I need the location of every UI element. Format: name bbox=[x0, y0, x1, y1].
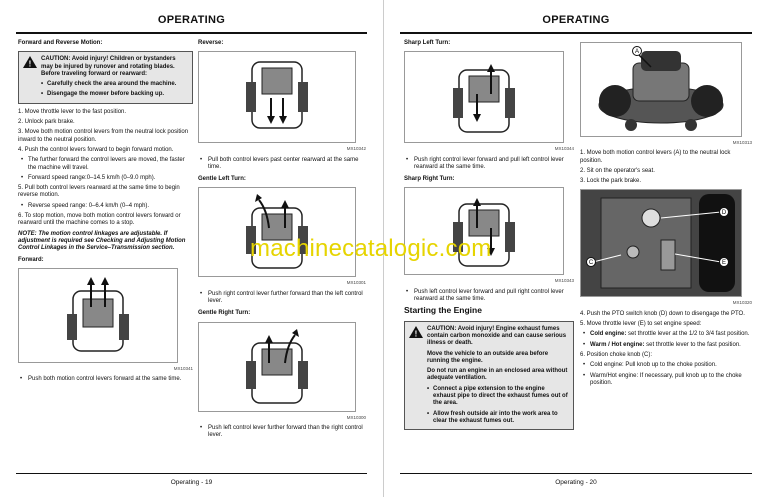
figure-caption: MX10341 bbox=[173, 365, 193, 371]
page-header bbox=[16, 6, 367, 34]
figure-description: • Push right control lever forward and pull left control lever rearward at the same time. bbox=[404, 157, 574, 172]
caution-box bbox=[18, 51, 193, 103]
sub-item-text: set throttle lever at the 1/2 to 3/4 fast position. bbox=[626, 331, 750, 338]
mower-top-view-illustration bbox=[405, 52, 563, 142]
header-rule bbox=[16, 32, 367, 34]
sharp-left-heading: Sharp Left Turn: bbox=[404, 40, 451, 46]
page-title: OPERATING bbox=[542, 14, 610, 26]
caution-item: • Connect a pipe extension to the engine exhaust pipe to direct the exhaust fumes out of the area. bbox=[409, 386, 569, 408]
sub-item bbox=[580, 331, 752, 338]
figure-caption: MX10343 bbox=[554, 278, 574, 284]
section-heading: Starting the Engine bbox=[404, 305, 482, 316]
sub-item-label: Cold engine: bbox=[590, 331, 627, 338]
right-column-2 bbox=[580, 40, 752, 390]
note: NOTE: The motion control linkages are adjustable. If adjustment is required see Checking and Adjusting Motion Control Linkages in the Service–Transmission section. bbox=[18, 230, 186, 252]
figure-caption: MX10320 bbox=[732, 300, 752, 306]
step: 3. Lock the park brake. bbox=[580, 178, 642, 185]
figure-description: • Pull both control levers past center rearward at the same time. bbox=[198, 157, 366, 172]
reverse-figure bbox=[198, 51, 356, 143]
gentle-right-figure bbox=[198, 322, 356, 412]
caution-intro: CAUTION: Avoid injury! Children or bystanders may be injured by runover and rotating blades. Before traveling forward or rearward: bbox=[41, 56, 176, 77]
reverse-heading: Reverse: bbox=[198, 40, 224, 46]
sharp-right-heading: Sharp Right Turn: bbox=[404, 176, 455, 183]
sub-item-text: set throttle lever to the fast position. bbox=[644, 341, 741, 348]
sub-item: • Warm/Hot engine: If necessary, pull knob up to the choke position. bbox=[580, 373, 752, 388]
callout-c: C bbox=[588, 260, 594, 267]
sub-item-label: Warm / Hot engine: bbox=[590, 341, 645, 348]
footer-rule bbox=[16, 473, 367, 474]
step: 5. Move throttle lever (E) to set engine speed: bbox=[580, 321, 702, 328]
step: 4. Push the control levers forward to begin forward motion. bbox=[18, 146, 174, 153]
figure-caption: MX10300 bbox=[346, 414, 366, 420]
figure-description: • Push left control lever further forward than the right control lever. bbox=[198, 425, 366, 440]
mower-top-view-illustration bbox=[199, 188, 355, 276]
step: 1. Move throttle lever to the fast position. bbox=[18, 108, 127, 115]
warning-icon bbox=[23, 56, 37, 68]
footer-rule bbox=[400, 473, 752, 474]
page-number: Operating - 19 bbox=[170, 479, 213, 486]
left-column-1 bbox=[18, 40, 193, 386]
step: 3. Move both motion control levers from the neutral lock position inward to the neutral position. bbox=[18, 129, 189, 143]
svg-text:!: ! bbox=[414, 329, 418, 338]
forward-figure bbox=[18, 268, 178, 363]
step: 4. Push the PTO switch knob (D) down to disengage the PTO. bbox=[580, 310, 745, 317]
gentle-left-heading: Gentle Left Turn: bbox=[198, 176, 246, 183]
mower-front-figure bbox=[580, 42, 742, 137]
warning-icon bbox=[409, 326, 423, 338]
control-panel-illustration bbox=[581, 190, 741, 296]
step: 2. Sit on the operator's seat. bbox=[580, 167, 655, 174]
caution-item: • Disengage the mower before backing up. bbox=[23, 91, 188, 98]
gentle-left-figure bbox=[198, 187, 356, 277]
figure-caption: MX10301 bbox=[346, 280, 366, 286]
page-footer bbox=[400, 473, 752, 489]
gentle-right-heading: Gentle Right Turn: bbox=[198, 310, 251, 317]
figure-caption: MX10342 bbox=[346, 146, 366, 152]
mower-top-view-illustration bbox=[19, 269, 177, 362]
callout-d: D bbox=[721, 210, 727, 217]
sub-item: • The further forward the control levers are moved, the faster the machine will travel. bbox=[18, 157, 193, 172]
caution-item: • Carefully check the area around the machine. bbox=[23, 81, 188, 88]
caution-box bbox=[404, 321, 574, 431]
step: 5. Pull both control levers rearward at the same time to begin reverse motion. bbox=[18, 185, 180, 199]
forward-heading: Forward: bbox=[18, 256, 44, 263]
caution-paragraph: Move the vehicle to an outside area before running the engine. bbox=[427, 350, 549, 364]
step: 6. Position choke knob (C): bbox=[580, 351, 653, 358]
callout-e: E bbox=[721, 260, 727, 267]
callout-a: A bbox=[634, 49, 640, 55]
figure-caption: MX10344 bbox=[554, 146, 574, 152]
page-number: Operating - 20 bbox=[555, 479, 597, 486]
sub-item: • Forward speed range:0–14.5 km/h (0–9.0 mph). bbox=[18, 175, 193, 182]
header-rule bbox=[400, 32, 752, 34]
sub-item bbox=[580, 342, 752, 349]
sharp-left-figure bbox=[404, 51, 564, 143]
figure-description: • Push both motion control levers forward at the same time. bbox=[18, 376, 193, 383]
page-title: OPERATING bbox=[157, 14, 226, 26]
mower-top-view-illustration bbox=[199, 323, 355, 411]
control-panel-figure bbox=[580, 189, 742, 297]
svg-text:!: ! bbox=[28, 59, 32, 69]
caution-paragraph: Do not run an engine in an enclosed area without adequate ventilation. bbox=[427, 368, 568, 382]
caution-intro: CAUTION: Avoid injury! Engine exhaust fumes contain carbon monoxide and can cause serious illness or death. bbox=[427, 325, 567, 347]
figure-description: • Push left control lever forward and pull right control lever rearward at the same time. bbox=[404, 289, 574, 304]
section-heading: Forward and Reverse Motion: bbox=[18, 40, 103, 46]
sub-item: • Cold engine: Pull knob up to the choke position. bbox=[580, 362, 752, 369]
page-header bbox=[400, 6, 752, 34]
sub-item: • Reverse speed range: 0–6.4 km/h (0–4 mph). bbox=[18, 203, 193, 210]
zero-turn-mower-illustration bbox=[581, 43, 741, 136]
step: 2. Unlock park brake. bbox=[18, 119, 75, 126]
step: 6. To stop motion, move both motion control levers forward or rearward until the machine comes to a stop. bbox=[18, 213, 181, 227]
page-footer bbox=[16, 473, 367, 489]
step: 1. Move both motion control levers (A) to the neutral lock position. bbox=[580, 150, 731, 164]
figure-caption: MX10313 bbox=[732, 140, 752, 145]
figure-description: • Push right control lever further forward than the left control lever. bbox=[198, 291, 366, 306]
caution-item: • Allow fresh outside air into the work area to clear the exhaust fumes out. bbox=[409, 411, 569, 426]
mower-top-view-illustration bbox=[199, 52, 355, 142]
watermark: machinecatalogic.com bbox=[250, 235, 492, 262]
